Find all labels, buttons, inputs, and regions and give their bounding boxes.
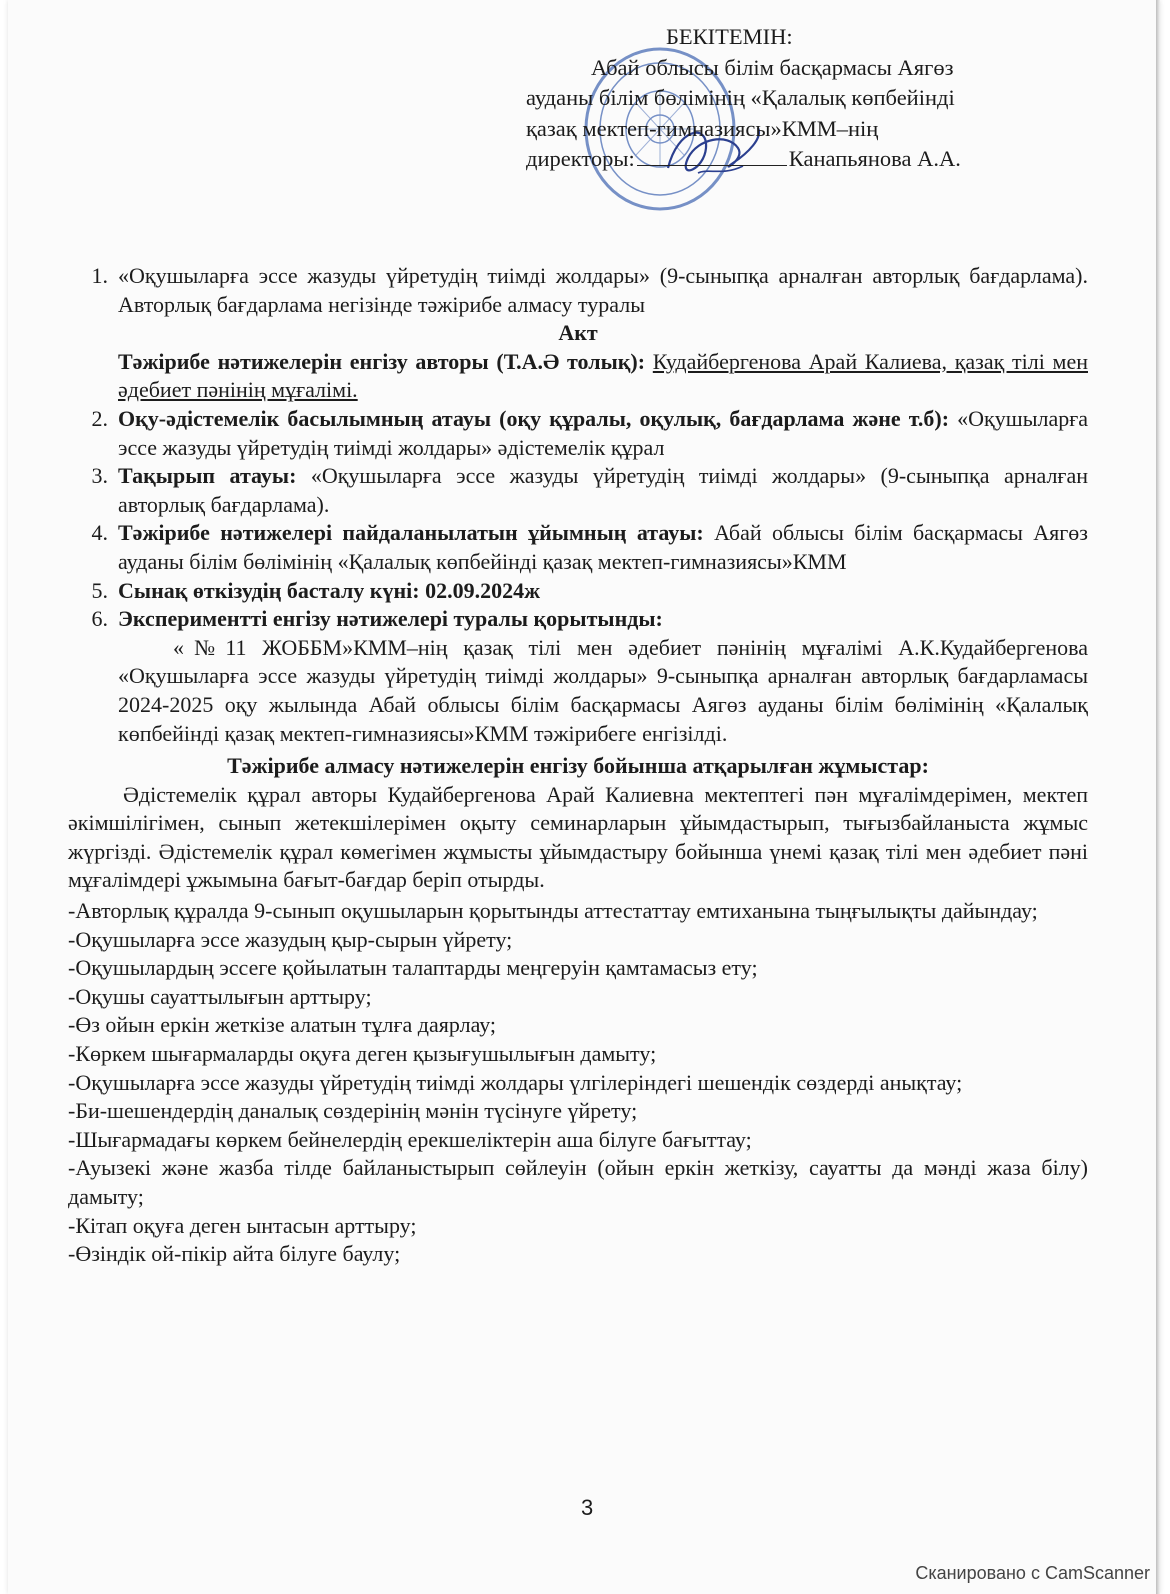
approval-line-3: қазақ мектеп-гимназиясы»КММ–нің: [526, 115, 879, 141]
approval-line-2: ауданы білім бөлімінің «Қалалық көпбейінді: [526, 85, 955, 110]
bullet-1: -Авторлық құралда 9-сынып оқушыларын қорытынды аттестаттау емтиханына тыңғылықты дайындау;: [68, 898, 1038, 924]
scanner-watermark: Сканировано с CamScanner: [915, 1563, 1150, 1583]
list-item-2: 2. Оқу-әдістемелік басылымның атауы (оқу құралы, оқулық, бағдарлама және т.б): «Оқушыларға эссе жазуды үйретудің тиімді жолдары» әдістемелік құрал: [91, 405, 1089, 460]
document-body: [68, 262, 1088, 1269]
page-number: 3: [581, 1495, 594, 1520]
bullet-12: -Өзіндік ой-пікір айта білуге баулу;: [68, 1241, 401, 1267]
list-item-1: 1. «Оқушыларға эссе жазуды үйретудің тиімді жолдары» (9-сыныпқа арналған авторлық бағдарлама). Авторлық бағдарлама негізінде тәжірибе алмасу туралы: [91, 263, 1088, 317]
act-title: Акт: [558, 320, 598, 346]
approval-title: БЕКІТЕМІН:: [666, 24, 793, 49]
conclusion-paragraph: «№11 ЖОББМ»КММ–нің қазақ тілі мен әдебиет пәнінің мұғалімі А.К.Кудайбергенова «Оқушыларға эссе жазуды үйретудің тиімді жолдары» 9-сыныпқа арналған авторлық бағдарламасы 2024-2025 оқу жылында Абай облысы білім басқармасы Аягөз ауданы білім бөлімінің «Қалалық көпбейінді қазақ мектеп-гимназиясы»КММ тәжірибеге енгізілді.: [118, 634, 1088, 746]
bullet-4: -Оқушы сауаттылығын арттыру;: [68, 983, 372, 1009]
bullet-11: -Кітап оқуға деген ынтасын арттыру;: [68, 1212, 417, 1238]
author-line: Тәжірибе нәтижелерін енгізу авторы (Т.А.Ә толық): Кудайбергенова Арай Калиева, қазақ тілі мен әдебиет пәнінің мұғалімі.: [118, 348, 1088, 403]
director-name: Канапьянова А.А.: [788, 146, 961, 171]
bullet-2: -Оқушыларға эссе жазудың қыр-сырын үйрету;: [68, 926, 513, 952]
approval-block: [526, 22, 961, 175]
list-item-3: 3. Тақырып атауы: «Оқушыларға эссе жазуды үйретудің тиімді жолдары» (9-сыныпқа арналған авторлық бағдарлама).: [91, 463, 1088, 517]
list-item-6: 6. Экспериментті енгізу нәтижелері туралы қорытынды:: [91, 606, 663, 632]
document-page: [8, 0, 1156, 1594]
signature-line: [637, 147, 787, 166]
approval-line-1: Абай облысы білім басқармасы Аягөз: [591, 54, 954, 80]
bullet-9: -Шығармадағы көркем бейнелердің ерекшеліктерін аша білуге бағыттау;: [68, 1126, 752, 1152]
works-heading: Тәжірибе алмасу нәтижелерін енгізу бойынша атқарылған жұмыстар:: [227, 753, 929, 779]
list-item-5: 5. Сынақ өткізудің басталу күні: 02.09.2024ж: [91, 577, 541, 603]
approval-line-4: [526, 144, 961, 175]
bullet-10: -Ауызекі және жазба тілде байланыстырып сөйлеуін (ойын еркін жеткізу, сауатты да мәнді жаза білу) дамыту;: [68, 1155, 1088, 1209]
bullet-5: -Өз ойын еркін жеткізе алатын тұлға даярлау;: [68, 1012, 497, 1038]
director-label: директоры:: [526, 146, 635, 171]
list-item-4: 4. Тәжірибе нәтижелері пайдаланылатын ұйымның атауы: Абай облысы білім басқармасы Аягөз ауданы білім бөлімінің «Қалалық көпбейінді қазақ мектеп-гимназиясы»КММ: [91, 520, 1088, 574]
bullet-7: -Оқушыларға эссе жазуды үйретудің тиімді жолдары үлгілеріндегі шешендік сөздерді анықтау;: [68, 1069, 963, 1095]
bullet-6: -Көркем шығармаларды оқуға деген қызығушылығын дамыту;: [68, 1041, 657, 1067]
works-paragraph: Әдістемелік құрал авторы Кудайбергенова Арай Калиевна мектептегі пән мұғалімдерімен, мектеп әкімшілігімен, сынып жетекшілерімен оқыту семинарларын ұйымдастырып, тығызбайланыста жұмыс жүргізді. Әдістемелік құрал көмегімен жұмысты ұйымдастыру бойынша үнемі қазақ тілі мен әдебиет пәні мұғалімдері ұжымына бағыт-бағдар беріп отырды.: [68, 781, 1088, 893]
bullet-3: -Оқушылардың эссеге қойылатын талаптарды меңгеруін қамтамасыз ету;: [68, 955, 758, 981]
bullet-8: -Би-шешендердің даналық сөздерінің мәнін түсінуге үйрету;: [68, 1098, 638, 1124]
